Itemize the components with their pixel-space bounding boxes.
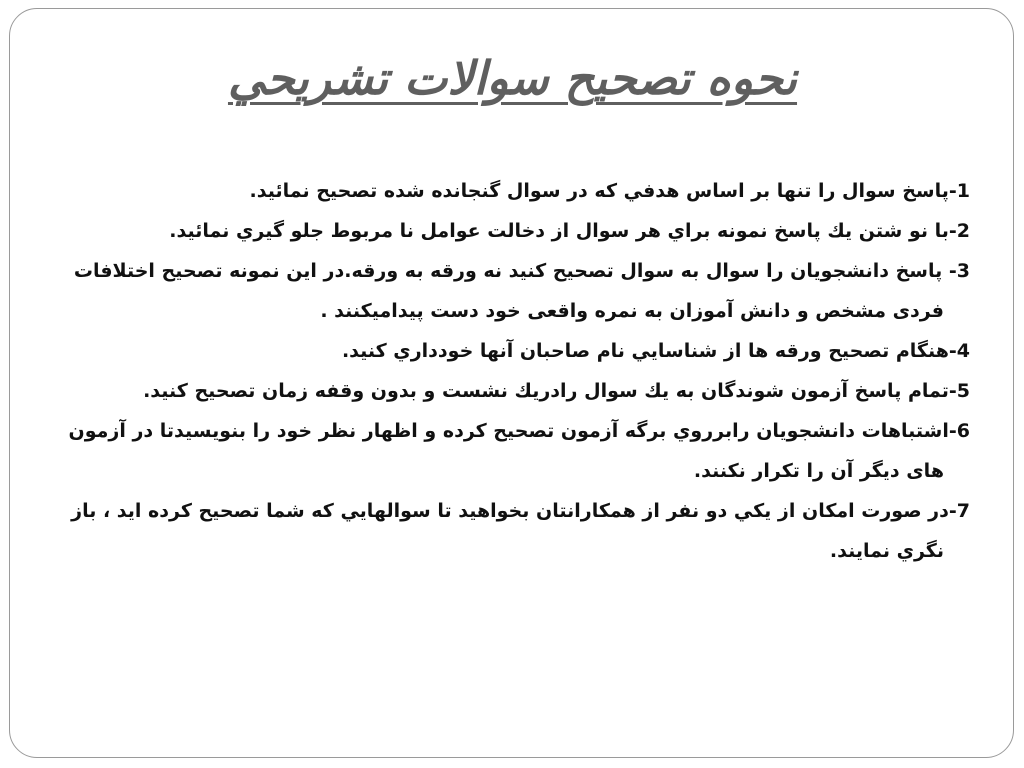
slide-frame xyxy=(9,8,1014,758)
guideline-item-6: 6-اشتباهات دانشجويان رابرروي برگه آزمون تصحیح کرده و اظهار نظر خود را بنويسيدتا در آزمون های دیگر آن را تکرار نکنند. xyxy=(68,420,970,482)
guideline-item-4: 4-هنگام تصحيح ورقه ها از شناسايي نام صاحبان آنها خودداري كنيد. xyxy=(341,340,970,362)
guideline-list xyxy=(52,171,970,571)
slide-title: نحوه تصحيح سوالات تشريحي xyxy=(227,51,798,105)
guideline-item-2: 2-با نو شتن يك پاسخ نمونه براي هر سوال از دخالت عوامل نا مربوط جلو گيري نمائيد. xyxy=(169,220,970,242)
guideline-item-7: 7-در صورت امكان از يكي دو نفر از همكارانتان بخواهيد تا سوالهايي كه شما تصحيح كرده ايد ، باز نگري نمايند. xyxy=(71,500,970,562)
guideline-item-5: 5-تمام پاسخ آزمون شوندگان به يك سوال رادريك نشست و بدون وقفه زمان تصحيح كنيد. xyxy=(143,380,970,402)
guideline-item-1: 1-پاسخ سوال را تنها بر اساس هدفي كه در سوال گنجانده شده تصحيح نمائيد. xyxy=(249,180,970,202)
guideline-item-3: 3- پاسخ دانشجويان را سوال به سوال تصحيح كنيد نه ورقه به ورقه.در این نمونه تصحیح اختلافات فردی مشخص و دانش آموزان به نمره واقعی خود دست پیدامیکنند . xyxy=(73,260,970,322)
